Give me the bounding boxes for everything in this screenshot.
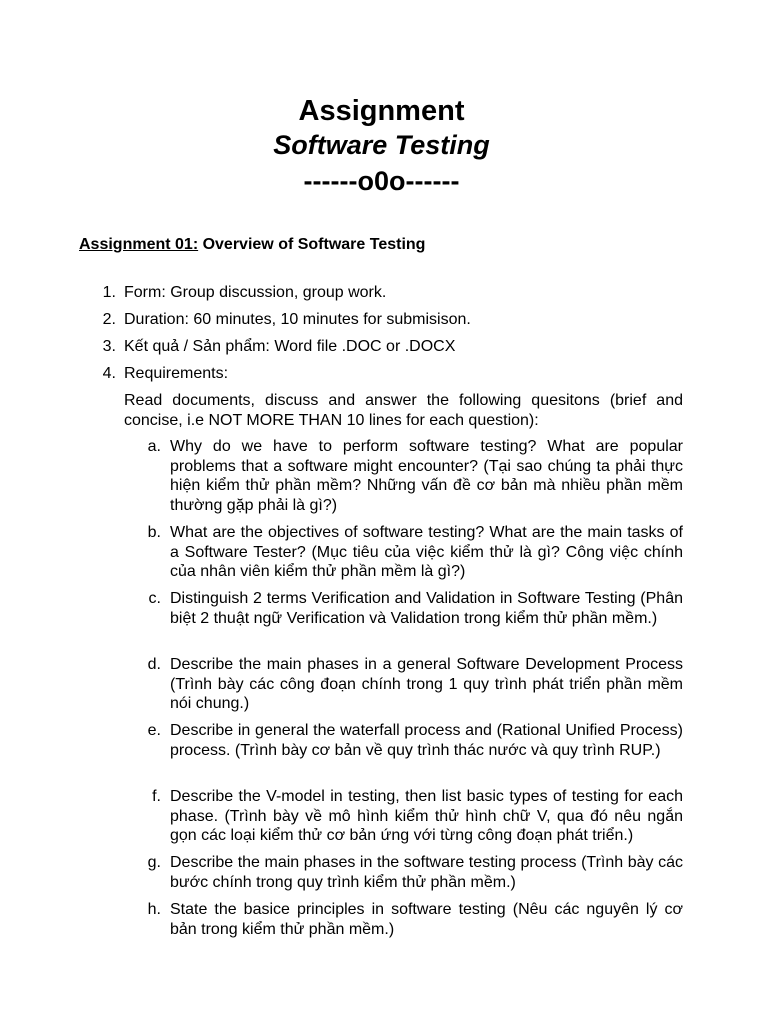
question-letter: c.: [148, 590, 161, 607]
question-letter: d.: [147, 656, 161, 673]
list-item-number: 4.: [102, 365, 116, 382]
question-b: What are the objectives of software testing? What are the main tasks of a Software Tester? (Mục tiêu của việc kiểm thử là gì? Công việc chính của nhân viên kiểm thử phần mềm là gì?): [170, 524, 683, 580]
list-item-number: 3.: [102, 338, 116, 355]
question-letter: f.: [152, 788, 161, 805]
list-item-number: 1.: [102, 284, 116, 301]
question-letter: e.: [147, 722, 161, 739]
section-heading: [79, 235, 425, 255]
question-d: Describe the main phases in a general Software Development Process (Trình bày các công đoạn chính trong 1 quy trình phát triển phần mềm nói chung.): [170, 656, 683, 712]
question-h: State the basice principles in software testing (Nêu các nguyên lý cơ bản trong kiểm thử phần mềm.): [170, 901, 683, 938]
question-e: Describe in general the waterfall process and (Rational Unified Process) process. (Trình bày cơ bản về quy trình thác nước và quy trình RUP.): [170, 722, 683, 759]
section-title: Overview of Software Testing: [198, 236, 426, 253]
question-g: Describe the main phases in the software testing process (Trình bày các bước chính trong quy trình kiểm thử phần mềm.): [170, 854, 683, 891]
list-item-number: 2.: [102, 311, 116, 328]
question-letter: h.: [147, 901, 161, 918]
list-item-result: Kết quả / Sản phẩm: Word file .DOC or .DOCX: [124, 338, 456, 355]
list-item-duration: Duration: 60 minutes, 10 minutes for submisison.: [124, 311, 471, 328]
document-subtitle: Software Testing: [273, 130, 490, 160]
section-label: Assignment 01:: [79, 236, 199, 253]
document-title: Assignment: [298, 95, 465, 127]
question-a: Why do we have to perform software testing? What are popular problems that a software might encounter? (Tại sao chúng ta phải thực hiện kiểm thử phần mềm? Những vấn đề cơ bản mà nhiều phần mềm thường gặp phải là gì?): [170, 438, 683, 514]
requirements-intro: Read documents, discuss and answer the following quesitons (brief and concise, i.e NOT MORE THAN 10 lines for each question):: [124, 392, 683, 429]
question-letter: b.: [147, 524, 161, 541]
question-c: Distinguish 2 terms Verification and Validation in Software Testing (Phân biệt 2 thuật ngữ Verification và Validation trong kiểm thử phần mềm.): [170, 590, 683, 627]
decorative-divider: ------o0o------: [303, 166, 460, 196]
list-item-requirements: Requirements:: [124, 365, 229, 382]
question-f: Describe the V-model in testing, then list basic types of testing for each phase. (Trình bày về mô hình kiểm thử hình chữ V, qua đó nêu ngắn gọn các loại kiểm thử cơ bản ứng với từng công đoạn phát triển.): [170, 788, 683, 844]
list-item-form: Form: Group discussion, group work.: [124, 284, 387, 301]
question-letter: a.: [147, 438, 161, 455]
question-letter: g.: [147, 854, 161, 871]
